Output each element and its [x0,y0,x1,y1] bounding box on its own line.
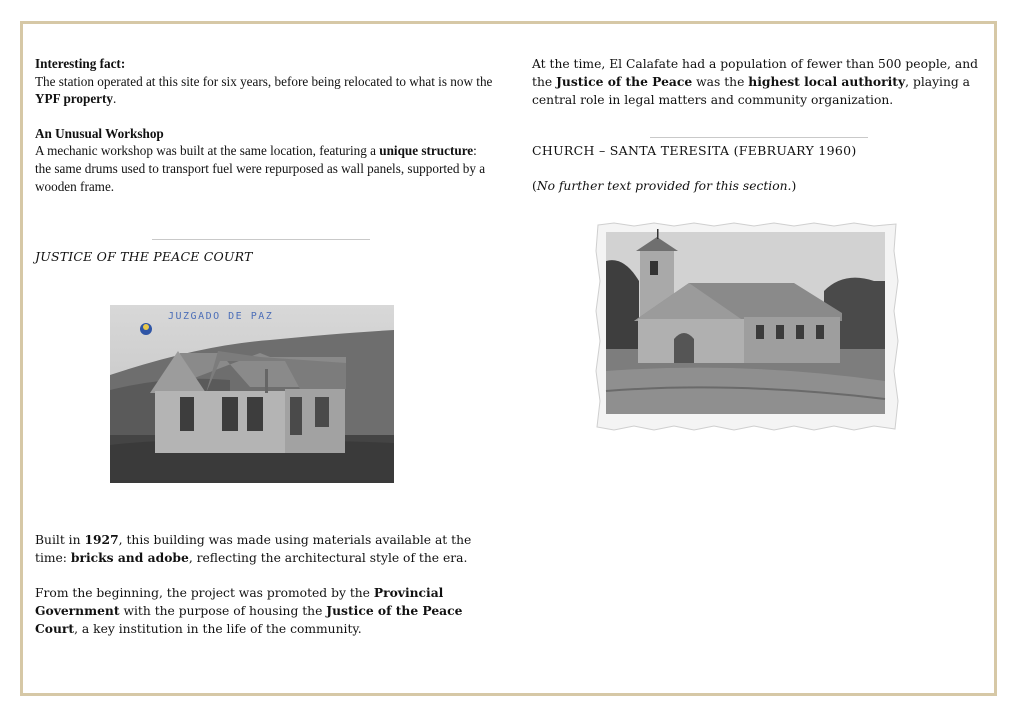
population-paragraph: At the time, El Calafate had a population of fewer than 500 people, and the Justice of the Peace was the highest local authority, playing a central role in legal matters and community organization. [532,57,978,107]
built-paragraph: Built in 1927, this building was made using materials available at the time: bricks and adobe, reflecting the architectural style of the era. [35,532,472,565]
workshop-heading: An Unusual Workshop [35,125,164,141]
church-photo [594,221,900,433]
workshop-text: A mechanic workshop was built at the same location, featuring a unique structure: the same drums used to transport fuel were repurposed as wall panels, supported by a wooden frame. [35,143,486,194]
left-bottom-text [35,531,490,638]
section-divider [152,239,370,240]
section-title-church: CHURCH – SANTA TERESITA (FEBRUARY 1960) [532,143,857,158]
right-column [532,55,988,109]
church-note: (No further text provided for this section.) [532,179,797,193]
photo-handwritten-label: JUZGADO DE PAZ [168,311,274,322]
promoted-paragraph: From the beginning, the project was promoted by the Provincial Government with the purpose of housing the Justice of the Peace Court, a key institution in the life of the community. [35,585,463,636]
right-divider [650,137,868,138]
fact-heading: Interesting fact: [35,56,126,71]
section-title-justice: JUSTICE OF THE PEACE COURT [35,249,253,264]
justice-court-photo [110,305,394,483]
left-column [35,55,495,195]
fact-text: The station operated at this site for six years, before being relocated to what is now the YPF property. [35,73,493,107]
